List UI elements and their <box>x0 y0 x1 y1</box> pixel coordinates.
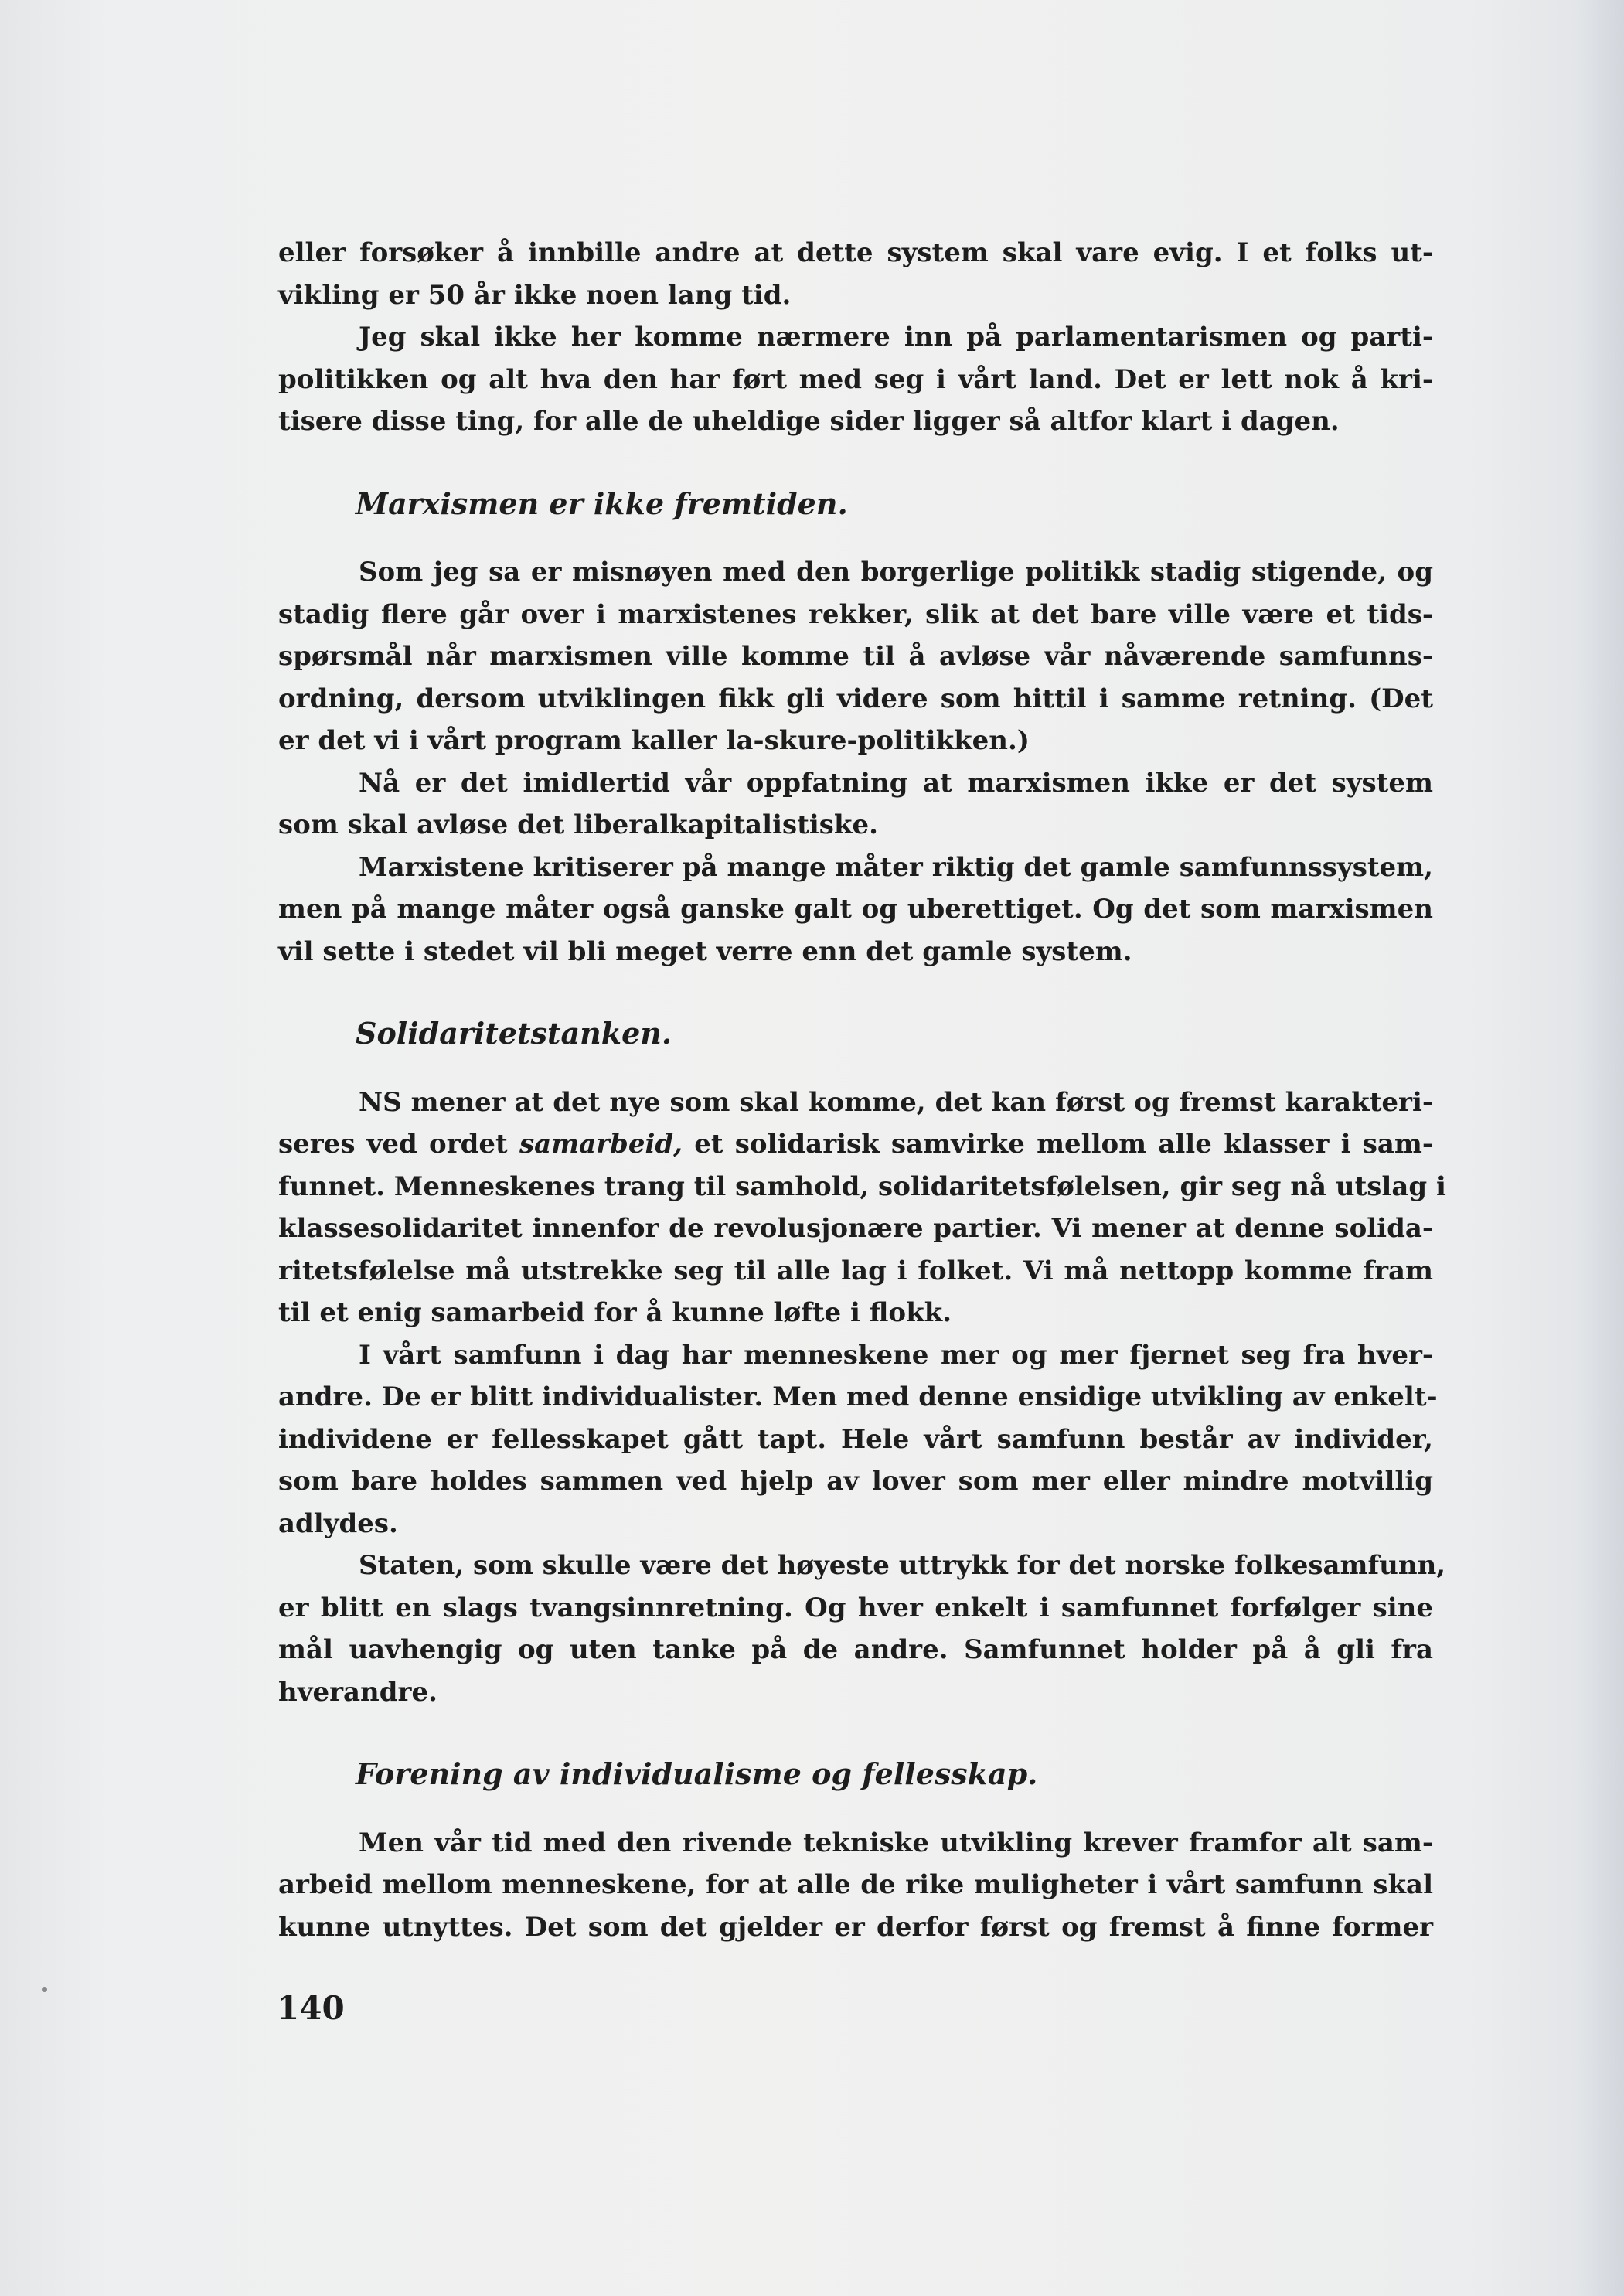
text-line: Jeg skal ikke her komme nærmere inn på parlamentarismen og parti- <box>359 322 1433 353</box>
text-line: adlydes. <box>278 1507 398 1539</box>
text-line: klassesolidaritet innenfor de revolusjonære partier. Vi mener at denne solida- <box>278 1213 1433 1244</box>
text-line: eller forsøker å innbille andre at dette system skal vare evig. I et folks ut- <box>278 237 1433 268</box>
text-line: vikling er 50 år ikke noen lang tid. <box>278 279 792 311</box>
text-span: seres ved ordet <box>278 1129 519 1160</box>
text-line: mål uavhengig og uten tanke på de andre. Samfunnet holder på å gli fra <box>278 1634 1433 1665</box>
text-line: stadig flere går over i marxistenes rekker, slik at det bare ville være et tids- <box>278 598 1433 630</box>
text-line: arbeid mellom menneskene, for at alle de rike muligheter i vårt samfunn skal <box>278 1869 1433 1900</box>
text-line: spørsmål når marxismen ville komme til å avløse vår nåværende samfunns- <box>278 641 1433 672</box>
page-edge-shadow <box>1578 0 1624 2296</box>
text-line: Marxistene kritiserer på mange måter riktig det gamle samfunnssystem, <box>359 851 1433 883</box>
text-line: Nå er det imidlertid vår oppfatning at marxismen ikke er det system <box>359 767 1433 799</box>
text-line: som skal avløse det liberalkapitalistiske. <box>278 809 878 840</box>
text-line: som bare holdes sammen ved hjelp av lover som mer eller mindre motvillig <box>278 1466 1433 1497</box>
text-line: Som jeg sa er misnøyen med den borgerlige politikk stadig stigende, og <box>359 557 1433 588</box>
text-line: men på mange måter også ganske galt og uberettiget. Og det som marxismen <box>278 894 1433 925</box>
text-line: Men vår tid med den rivende tekniske utvikling krever framfor alt sam- <box>359 1827 1433 1858</box>
text-span: et solidarisk samvirke mellom alle klasser i sam- <box>682 1129 1433 1160</box>
section-heading-forening: Forening av individualisme og fellesskap. <box>356 1756 1038 1791</box>
text-line: er blitt en slags tvangsinnretning. Og hver enkelt i samfunnet forfølger sine <box>278 1592 1433 1623</box>
text-line <box>278 1123 1433 1166</box>
body-text <box>278 232 1446 1948</box>
text-line: kunne utnyttes. Det som det gjelder er derfor først og fremst å finne former <box>278 1911 1433 1943</box>
text-line: andre. De er blitt individualister. Men med denne ensidige utvikling av enkelt- <box>278 1381 1438 1412</box>
text-line: I vårt samfunn i dag har menneskene mer og mer fjernet seg fra hver- <box>359 1339 1433 1371</box>
text-line: individene er fellesskapet gått tapt. Hele vårt samfunn består av individer, <box>278 1423 1433 1455</box>
text-line: vil sette i stedet vil bli meget verre enn det gamle system. <box>278 935 1132 967</box>
text-line: funnet. Menneskenes trang til samhold, solidaritetsfølelsen, gir seg nå utslag i <box>278 1170 1446 1202</box>
text-line: Staten, som skulle være det høyeste uttrykk for det norske folkesamfunn, <box>359 1550 1446 1581</box>
text-line: NS mener at det nye som skal komme, det kan først og fremst karakteri- <box>359 1086 1433 1118</box>
section-heading-marxismen: Marxismen er ikke fremtiden. <box>356 485 848 521</box>
page-number: 140 <box>277 1989 345 2027</box>
emphasis-samarbeid: samarbeid, <box>519 1129 683 1160</box>
text-line: ritetsfølelse må utstrekke seg til alle lag i folket. Vi må nettopp komme fram <box>278 1255 1433 1286</box>
text-line: hverandre. <box>278 1676 437 1708</box>
paper-speck <box>42 1987 47 1992</box>
text-line: er det vi i vårt program kaller la-skure-politikken.) <box>278 725 1030 756</box>
text-line: tisere disse ting, for alle de uheldige sider ligger så altfor klart i dagen. <box>278 406 1340 437</box>
text-line: politikken og alt hva den har ført med seg i vårt land. Det er lett nok å kri- <box>278 363 1433 395</box>
text-line: ordning, dersom utviklingen fikk gli videre som hittil i samme retning. (Det <box>278 683 1433 714</box>
section-heading-solidaritetstanken: Solidaritetstanken. <box>356 1016 672 1051</box>
text-line: til et enig samarbeid for å kunne løfte i flokk. <box>278 1297 952 1328</box>
